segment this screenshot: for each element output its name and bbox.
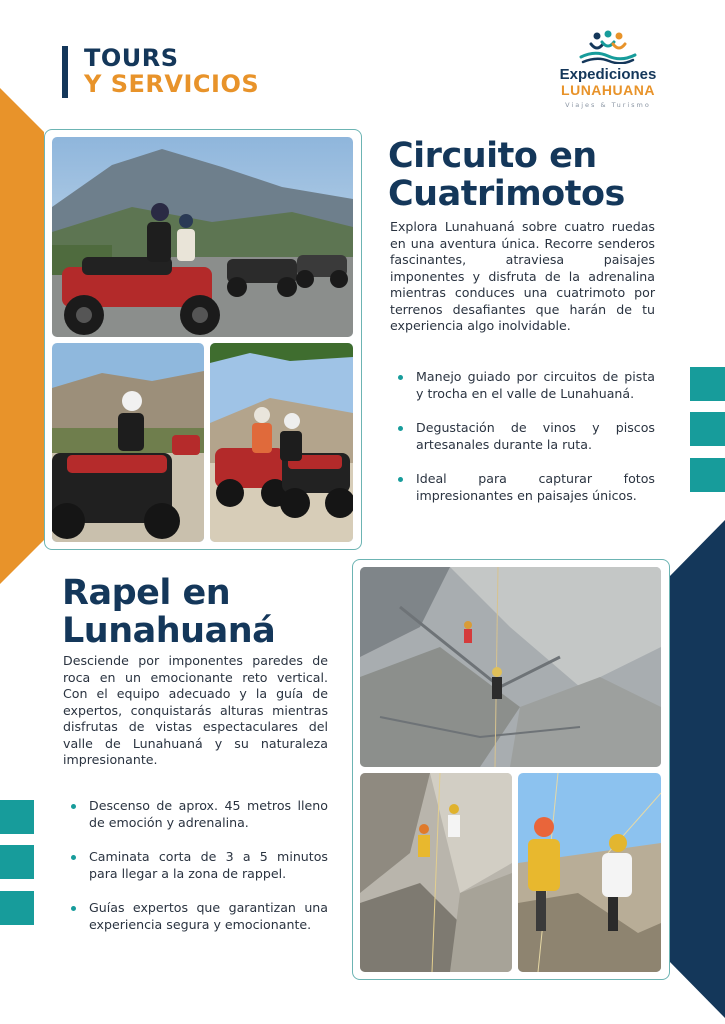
section2-description: Desciende por imponentes paredes de roca en un emocionante reto vertical. Con el equipo adecuado y la guía de expertos, conquistarás alturas mientras disfrutas de vistas espectaculares del valle de Lunahuaná y su naturaleza impresionante.	[63, 653, 328, 767]
list-item	[392, 369, 655, 402]
bullet-text: Descenso de aprox. 45 metros lleno de emoción y adrenalina.	[89, 798, 328, 830]
header-accent-bar	[62, 46, 68, 98]
bullet-text: Manejo guiado por circuitos de pista y trocha en el valle de Lunahuaná.	[416, 369, 655, 401]
bullet-text: Ideal para capturar fotos impresionantes en paisajes únicos.	[416, 471, 655, 503]
list-item	[65, 900, 328, 933]
logo-tagline: Viajes & Turismo	[565, 101, 651, 109]
atv-photo-couple	[210, 343, 353, 542]
bullet-dot-icon	[398, 426, 403, 431]
logo-name-line1: Expediciones	[559, 66, 657, 83]
section1-title-line2: Cuatrimotos	[388, 174, 625, 214]
list-item	[65, 798, 328, 831]
teal-square-right-3	[690, 458, 725, 492]
orange-left-shape	[0, 88, 44, 584]
header-title-line1: TOURS	[84, 44, 179, 72]
list-item	[65, 849, 328, 882]
atv-photo-rider	[52, 343, 204, 542]
bullet-dot-icon	[398, 477, 403, 482]
rappel-photo-kids	[518, 773, 661, 972]
section2-title	[62, 574, 342, 650]
atv-photo-main	[52, 137, 353, 337]
teal-square-left-2	[0, 845, 34, 879]
navy-right-shape	[668, 520, 725, 1018]
bullet-dot-icon	[398, 375, 403, 380]
bullet-text: Caminata corta de 3 a 5 minutos para llegar a la zona de rappel.	[89, 849, 328, 881]
teal-square-left-1	[0, 800, 34, 834]
list-item	[392, 471, 655, 504]
bullet-dot-icon	[71, 804, 76, 809]
section2-title-line1: Rapel en	[62, 573, 231, 613]
section2-title-line2: Lunahuaná	[62, 611, 276, 651]
bullet-text: Degustación de vinos y piscos artesanales durante la ruta.	[416, 420, 655, 452]
section1-bullet-list	[392, 369, 655, 522]
teal-square-right-1	[690, 367, 725, 401]
bullet-dot-icon	[71, 906, 76, 911]
bullet-dot-icon	[71, 855, 76, 860]
company-logo	[548, 30, 668, 110]
list-item	[392, 420, 655, 453]
rappel-photo-climbers	[360, 773, 512, 972]
logo-name-line2: LUNAHUANA	[561, 82, 655, 98]
teal-square-right-2	[690, 412, 725, 446]
section1-title	[388, 137, 688, 213]
section2-bullet-list	[65, 798, 328, 951]
header-title-line2: Y SERVICIOS	[84, 70, 260, 98]
section1-title-line1: Circuito en	[388, 136, 597, 176]
rappel-photo-main	[360, 567, 661, 767]
section1-description: Explora Lunahuaná sobre cuatro ruedas en una aventura única. Recorre senderos fascinantes, atraviesa paisajes imponentes y disfruta de la adrenalina mientras conduces una cuatrimoto por terrenos desafiantes que harán de tu experiencia algo inolvidable.	[390, 219, 655, 333]
people-wave-logo-icon	[573, 30, 643, 64]
teal-square-left-3	[0, 891, 34, 925]
bullet-text: Guías expertos que garantizan una experiencia segura y emocionante.	[89, 900, 328, 932]
